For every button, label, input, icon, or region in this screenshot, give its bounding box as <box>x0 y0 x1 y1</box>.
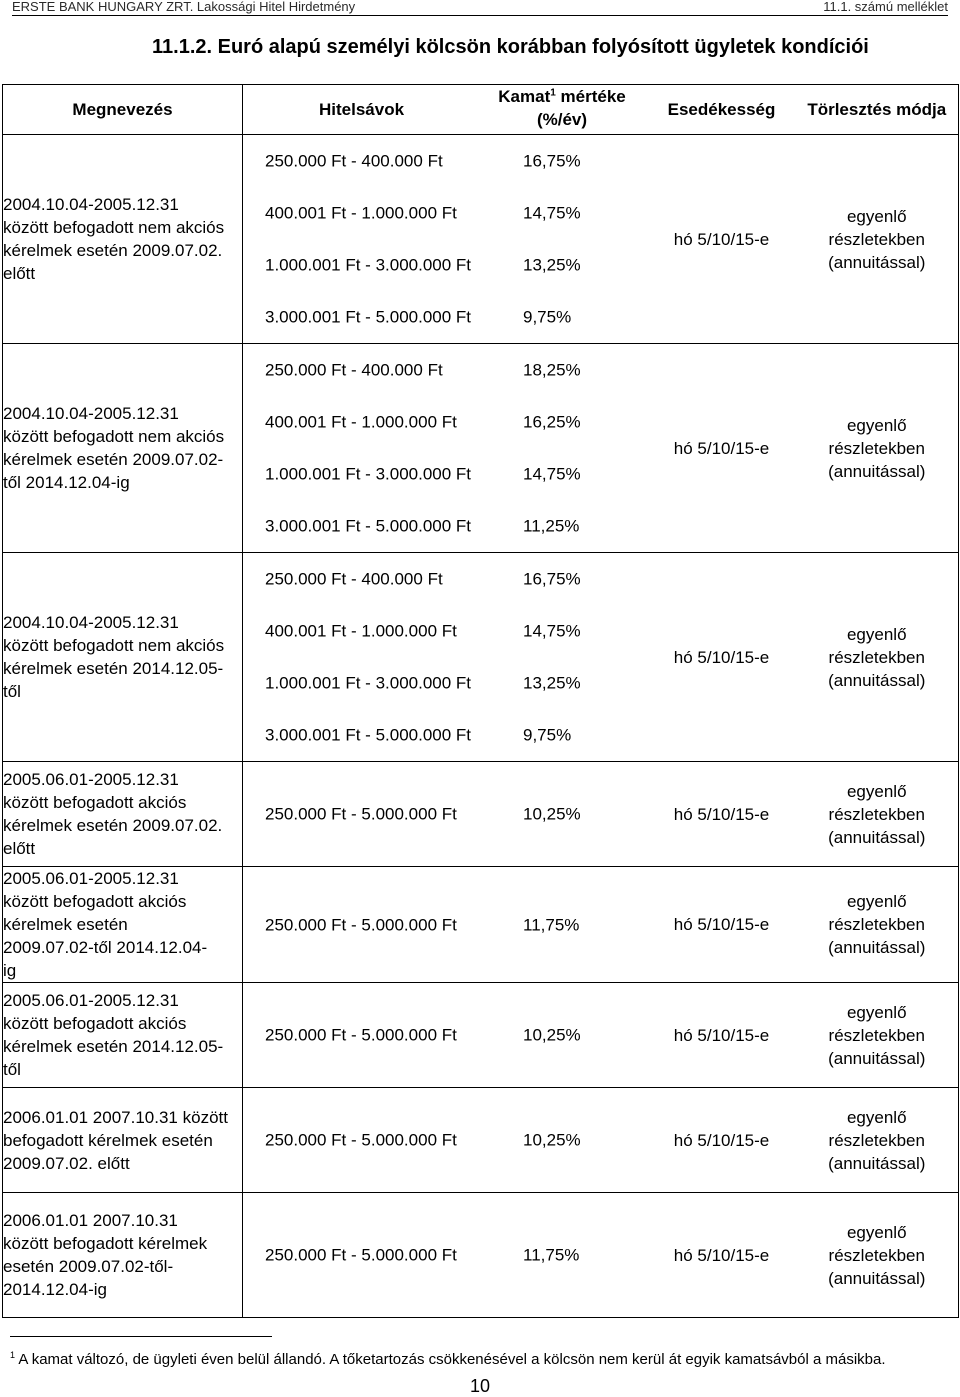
table-row <box>3 135 959 344</box>
section-title: 11.1.2. Euró alapú személyi kölcsön korábban folyósított ügyletek kondíciói <box>152 36 869 58</box>
header-repay-cell <box>796 85 959 135</box>
repay-cell <box>796 867 959 983</box>
loan-type-cell <box>3 762 243 867</box>
rate-tier <box>243 396 648 448</box>
tier-rate: 10,25% <box>523 804 581 824</box>
rate-tier <box>243 135 648 187</box>
due-cell <box>648 1193 796 1318</box>
loan-type-name: 2004.10.04-2005.12.31 között befogadott nem akciós kérelmek esetén 2009.07.02-től 2014.12.04-ig <box>3 404 225 492</box>
header-band-rate-cell <box>243 85 648 135</box>
rate-tier <box>243 709 648 761</box>
rate-tier <box>243 605 648 657</box>
table-row <box>3 553 959 762</box>
rate-tier <box>243 448 648 500</box>
rate-tier <box>243 344 648 396</box>
footnote-text: A kamat változó, de ügyleti éven belül állandó. A tőketartozás csökkenésével a kölcsön nem kerül át egyik kamatsávból a másikba. <box>15 1351 886 1368</box>
loan-type-cell <box>3 867 243 983</box>
tier-rate: 14,75% <box>523 621 581 641</box>
repay-cell <box>796 983 959 1088</box>
loan-type-name: 2005.06.01-2005.12.31 között befogadott akciós kérelmek esetén 2009.07.02. előtt <box>3 770 223 858</box>
rate-tier <box>243 873 648 977</box>
rate-tier <box>243 553 648 605</box>
tier-range: 250.000 Ft - 5.000.000 Ft <box>265 1245 457 1265</box>
repay-line: részletekben <box>828 438 925 458</box>
table-header-row <box>3 85 959 135</box>
due-cell <box>648 867 796 983</box>
repay-line: részletekben <box>828 804 925 824</box>
tier-range: 400.001 Ft - 1.000.000 Ft <box>265 412 457 432</box>
tiers-cell <box>243 344 648 553</box>
tiers-cell <box>243 135 648 344</box>
tier-rate: 9,75% <box>523 725 572 745</box>
repay-line: részletekben <box>828 1025 925 1045</box>
tiers-cell <box>243 1088 648 1193</box>
due-value: hó 5/10/15-e <box>673 229 770 249</box>
tier-rate: 10,25% <box>523 1130 581 1150</box>
loan-type-cell <box>3 553 243 762</box>
tier-range: 250.000 Ft - 5.000.000 Ft <box>265 915 457 934</box>
column-header-band: Hitelsávok <box>319 100 405 119</box>
repay-line: részletekben <box>828 647 925 667</box>
repay-line: egyenlő <box>846 1222 907 1242</box>
rate-tier <box>243 500 648 552</box>
rate-tier <box>243 762 648 866</box>
tier-rate: 11,75% <box>523 1245 580 1265</box>
due-value: hó 5/10/15-e <box>673 915 770 934</box>
tier-range: 250.000 Ft - 5.000.000 Ft <box>265 1025 457 1045</box>
tier-range: 250.000 Ft - 400.000 Ft <box>265 569 443 589</box>
repay-line: egyenlő <box>846 1107 907 1127</box>
tier-range: 250.000 Ft - 400.000 Ft <box>265 151 443 171</box>
tier-rate: 16,25% <box>523 412 581 432</box>
rate-tier <box>243 239 648 291</box>
rate-tier <box>243 291 648 343</box>
tier-rate: 11,25% <box>523 516 580 536</box>
tier-range: 3.000.001 Ft - 5.000.000 Ft <box>265 725 472 745</box>
table-row <box>3 1193 959 1318</box>
repay-cell <box>796 1088 959 1193</box>
tier-rate: 13,25% <box>523 673 581 693</box>
repay-cell <box>796 553 959 762</box>
tier-rate: 14,75% <box>523 464 581 484</box>
repay-line: (annuitással) <box>828 670 926 690</box>
repay-line: (annuitással) <box>828 461 926 481</box>
tiers-cell <box>243 983 648 1088</box>
repay-line: egyenlő <box>846 892 907 911</box>
loan-type-cell <box>3 1088 243 1193</box>
tier-rate: 16,75% <box>523 569 581 589</box>
due-cell <box>648 553 796 762</box>
repay-line: (annuitással) <box>828 1268 926 1288</box>
tier-range: 1.000.001 Ft - 3.000.000 Ft <box>265 464 472 484</box>
repay-line: részletekben <box>828 915 925 934</box>
loan-type-name: 2004.10.04-2005.12.31 között befogadott nem akciós kérelmek esetén 2009.07.02. előtt <box>3 195 225 283</box>
tier-rate: 10,25% <box>523 1025 581 1045</box>
header-annex-label: 11.1. számú melléklet <box>823 0 948 14</box>
loan-type-name: 2006.01.01 2007.10.31 között befogadott kérelmek esetén 2009.07.02. előtt <box>3 1107 228 1173</box>
table-row <box>3 762 959 867</box>
tier-range: 3.000.001 Ft - 5.000.000 Ft <box>265 307 472 327</box>
table-body <box>3 135 959 1318</box>
loan-type-name: 2005.06.01-2005.12.31 között befogadott akciós kérelmek esetén 2009.07.02-től 2014.12.04-ig <box>3 869 208 980</box>
repay-line: (annuitással) <box>828 1048 926 1068</box>
repay-line: (annuitással) <box>828 938 926 957</box>
rate-tier <box>243 1088 648 1192</box>
tier-rate: 16,75% <box>523 151 581 171</box>
due-value: hó 5/10/15-e <box>673 804 770 824</box>
conditions-table <box>2 84 959 1318</box>
tier-rate: 14,75% <box>523 203 581 223</box>
tier-rate: 13,25% <box>523 255 581 275</box>
repay-line: (annuitással) <box>828 827 926 847</box>
column-header-rate-footnote-mark: 1 <box>550 87 556 99</box>
page-header <box>12 0 948 16</box>
due-cell <box>648 1088 796 1193</box>
loan-type-cell <box>3 344 243 553</box>
due-value: hó 5/10/15-e <box>673 647 770 667</box>
rate-tier <box>243 187 648 239</box>
header-name-cell <box>3 85 243 135</box>
footnote-mark: 1 <box>10 1350 16 1360</box>
due-cell <box>648 135 796 344</box>
tier-range: 1.000.001 Ft - 3.000.000 Ft <box>265 673 472 693</box>
rate-tier <box>243 983 648 1087</box>
repay-line: (annuitással) <box>828 1153 926 1173</box>
table-row <box>3 983 959 1088</box>
table-row <box>3 867 959 983</box>
column-header-repay: Törlesztés módja <box>807 100 947 119</box>
repay-line: (annuitással) <box>828 252 926 272</box>
table-row <box>3 1088 959 1193</box>
repay-line: egyenlő <box>846 781 907 801</box>
rate-tier <box>243 657 648 709</box>
repay-line: részletekben <box>828 229 925 249</box>
tier-range: 400.001 Ft - 1.000.000 Ft <box>265 203 457 223</box>
tier-range: 250.000 Ft - 5.000.000 Ft <box>265 804 457 824</box>
footnote-separator <box>10 1336 272 1337</box>
table-row <box>3 344 959 553</box>
tier-range: 400.001 Ft - 1.000.000 Ft <box>265 621 457 641</box>
tier-range: 3.000.001 Ft - 5.000.000 Ft <box>265 516 472 536</box>
loan-type-name: 2006.01.01 2007.10.31 között befogadott kérelmek esetén 2009.07.02-től-2014.12.04-ig <box>3 1211 208 1299</box>
repay-line: egyenlő <box>846 206 907 226</box>
repay-cell <box>796 344 959 553</box>
due-cell <box>648 762 796 867</box>
due-value: hó 5/10/15-e <box>673 1130 770 1150</box>
tier-range: 250.000 Ft - 400.000 Ft <box>265 360 443 380</box>
header-due-cell <box>648 85 796 135</box>
tier-rate: 18,25% <box>523 360 581 380</box>
column-header-rate-pre: Kamat <box>498 87 551 106</box>
due-cell <box>648 983 796 1088</box>
due-value: hó 5/10/15-e <box>673 438 770 458</box>
repay-line: részletekben <box>828 1245 925 1265</box>
loan-type-cell <box>3 135 243 344</box>
column-header-name: Megnevezés <box>72 100 173 119</box>
repay-line: egyenlő <box>846 415 907 435</box>
tiers-cell <box>243 867 648 983</box>
tiers-cell <box>243 553 648 762</box>
repay-cell <box>796 135 959 344</box>
tier-rate: 11,75% <box>523 915 580 934</box>
due-value: hó 5/10/15-e <box>673 1245 770 1265</box>
repay-line: részletekben <box>828 1130 925 1150</box>
tiers-cell <box>243 1193 648 1318</box>
tiers-cell <box>243 762 648 867</box>
due-value: hó 5/10/15-e <box>673 1025 770 1045</box>
loan-type-cell <box>3 983 243 1088</box>
loan-type-cell <box>3 1193 243 1318</box>
tier-range: 1.000.001 Ft - 3.000.000 Ft <box>265 255 472 275</box>
repay-line: egyenlő <box>846 624 907 644</box>
rate-tier <box>243 1193 648 1317</box>
header-bank-name: ERSTE BANK HUNGARY ZRT. Lakossági Hitel Hirdetmény <box>12 0 356 14</box>
repay-cell <box>796 762 959 867</box>
tier-range: 250.000 Ft - 5.000.000 Ft <box>265 1130 457 1150</box>
footnote <box>10 1351 886 1368</box>
tier-rate: 9,75% <box>523 307 572 327</box>
repay-line: egyenlő <box>846 1002 907 1022</box>
column-header-rate <box>487 85 637 131</box>
loan-type-name: 2005.06.01-2005.12.31 között befogadott akciós kérelmek esetén 2014.12.05-től <box>3 991 224 1079</box>
column-header-rate-post: mértéke (%/év) <box>536 87 626 129</box>
repay-cell <box>796 1193 959 1318</box>
due-cell <box>648 344 796 553</box>
loan-type-name: 2004.10.04-2005.12.31 között befogadott nem akciós kérelmek esetén 2014.12.05-től <box>3 613 225 701</box>
column-header-due: Esedékesség <box>667 100 776 119</box>
page-number: 10 <box>470 1376 491 1396</box>
